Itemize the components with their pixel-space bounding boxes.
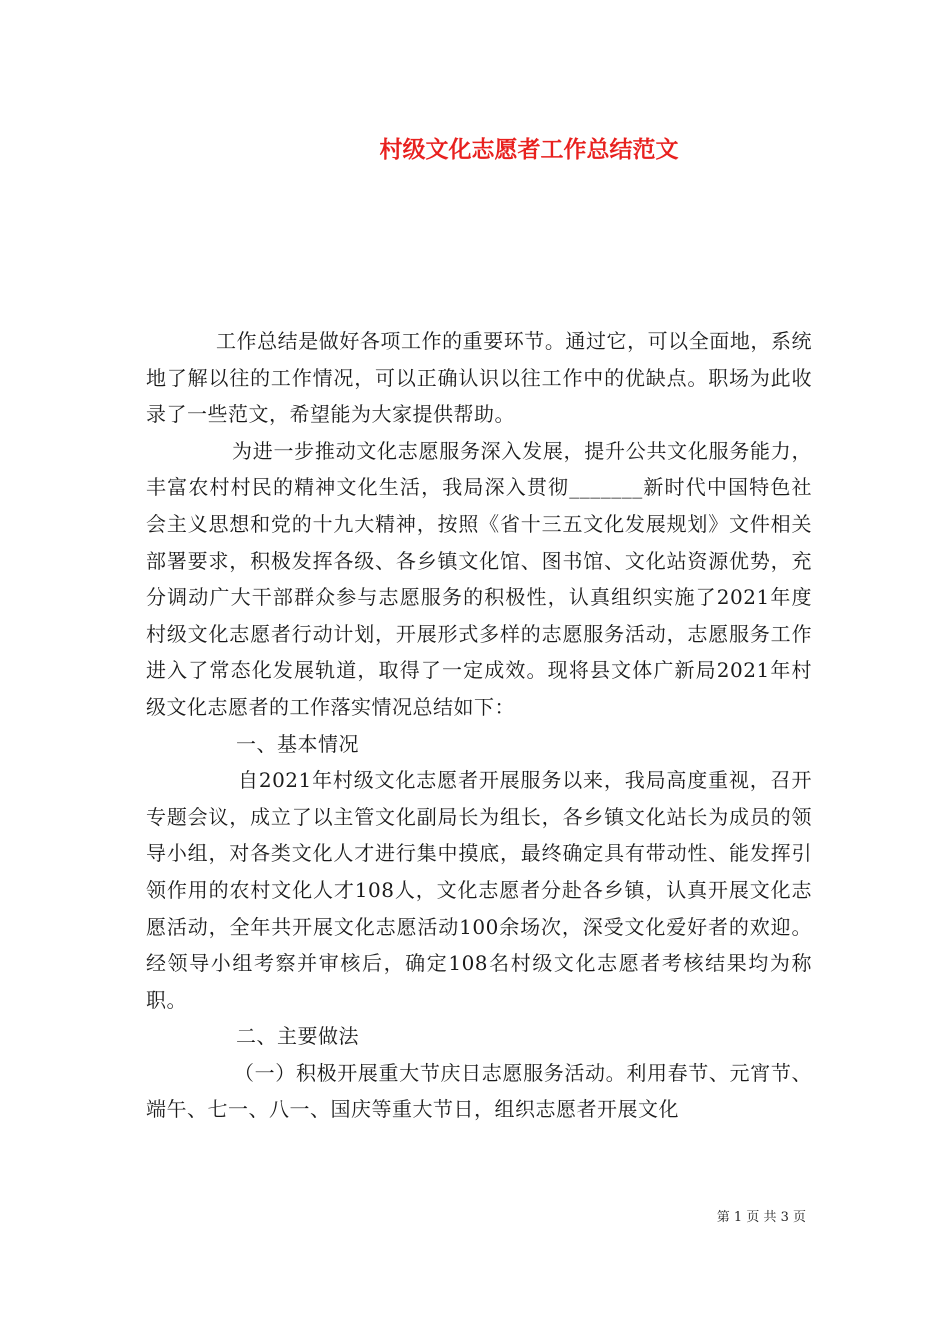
intro-paragraph: 工作总结是做好各项工作的重要环节。通过它，可以全面地，系统地了解以往的工作情况，可以正确认识以往工作中的优缺点。职场为此收录了一些范文，希望能为大家提供帮助。 xyxy=(146,329,812,427)
document-body xyxy=(146,323,812,1128)
document-title: 村级文化志愿者工作总结范文 xyxy=(379,136,679,163)
section-heading-methods: 二、主要做法 xyxy=(236,1024,359,1049)
section-heading-basic: 一、基本情况 xyxy=(236,731,359,756)
body-paragraph: 自2021年村级文化志愿者开展服务以来，我局高度重视，召开专题会议，成立了以主管文化副局长为组长，各乡镇文化站长为成员的领导小组，对各类文化人才进行集中摸底，最终确定具有带动性、能发挥引领作用的农村文化人才108人，文化志愿者分赴各乡镇，认真开展文化志愿活动，全年共开展文化志愿活动100余场次，深受文化爱好者的欢迎。经领导小组考察并审核后，确定108名村级文化志愿者考核结果均为称职。 xyxy=(146,768,812,1012)
page-number: 第 1 页 共 3 页 xyxy=(716,1210,806,1225)
body-paragraph: 为进一步推动文化志愿服务深入发展，提升公共文化服务能力，丰富农村村民的精神文化生活，我局深入贯彻_______新时代中国特色社会主义思想和党的十九大精神，按照《省十三五文化发展规划》文件相关部署要求，积极发挥各级、各乡镇文化馆、图书馆、文化站资源优势，充分调动广大干部群众参与志愿服务的积极性，认真组织实施了2021年度村级文化志愿者行动计划，开展形式多样的志愿服务活动，志愿服务工作进入了常态化发展轨道，取得了一定成效。现将县文体广新局2021年村级文化志愿者的工作落实情况总结如下： xyxy=(146,438,812,719)
body-paragraph: （一）积极开展重大节庆日志愿服务活动。利用春节、元宵节、端午、七一、八一、国庆等重大节日，组织志愿者开展文化 xyxy=(146,1060,812,1122)
